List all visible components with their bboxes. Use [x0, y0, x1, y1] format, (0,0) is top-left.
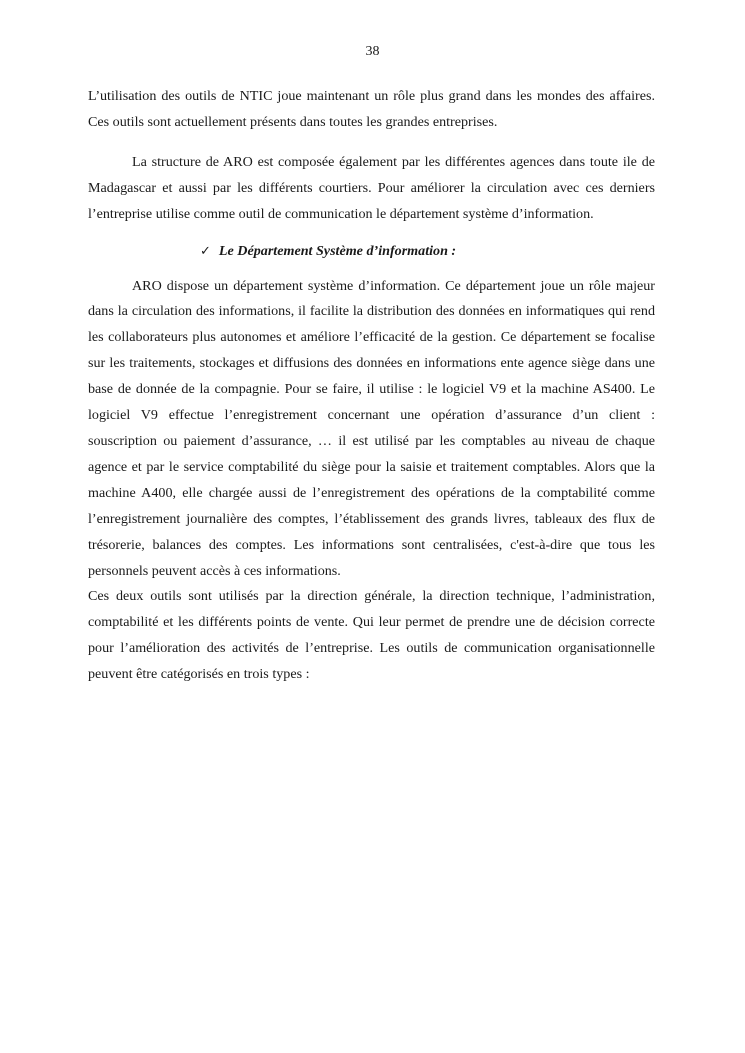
- paragraph-department: ARO dispose un département système d’information. Ce département joue un rôle majeur dans la circulation des informations, il facilite la distribution des données en informatiques qui rend les collaborateurs plus autonomes et améliore l’efficacité de la gestion. Ce département se focalise sur les traitements, stockages et diffusions des données en informations ente agence siège dans une base de donnée de la compagnie. Pour se faire, il utilise : le logiciel V9 et la machine AS400. Le logiciel V9 effectue l’enregistrement concernant une opération d’assurance d’un client : souscription ou paiement d’assurance, … il est utilisé par les comptables au niveau de chaque agence et par le service comptabilité du siège pour la saisie et traitement comptables. Alors que la machine A400, elle chargée aussi de l’enregistrement des opérations de la comptabilité comme l’enregistrement journalière des comptes, l’établissement des grands livres, tableaux des flux de trésorerie, balances des comptes. Les informations sont centralisées, c'est-à-dire que tous les personnels peuvent accès à ces informations.: [88, 277, 655, 579]
- document-body: [88, 84, 655, 688]
- section-heading: [88, 239, 655, 264]
- paragraph-tools-usage: Ces deux outils sont utilisés par la direction générale, la direction technique, l’administration, comptabilité et les différents points de vente. Qui leur permet de prendre une de décision correcte pour l’amélioration des activités de l’entreprise. Les outils de communication organisationnelle peuvent être catégorisés en trois types :: [88, 588, 655, 683]
- paragraph-ntic: L’utilisation des outils de NTIC joue maintenant un rôle plus grand dans les mondes des affaires. Ces outils sont actuellement présents dans toutes les grandes entreprises.: [88, 88, 655, 130]
- section-heading-text: Le Département Système d’information :: [218, 242, 457, 259]
- page-number: 38: [365, 44, 380, 59]
- paragraph-aro-structure: La structure de ARO est composée également par les différentes agences dans toute ile de Madagascar et aussi par les différents courtiers. Pour améliorer la circulation avec ces derniers l’entreprise utilise comme outil de communication le département système d’information.: [88, 153, 655, 222]
- checkmark-icon: ✓: [200, 243, 211, 259]
